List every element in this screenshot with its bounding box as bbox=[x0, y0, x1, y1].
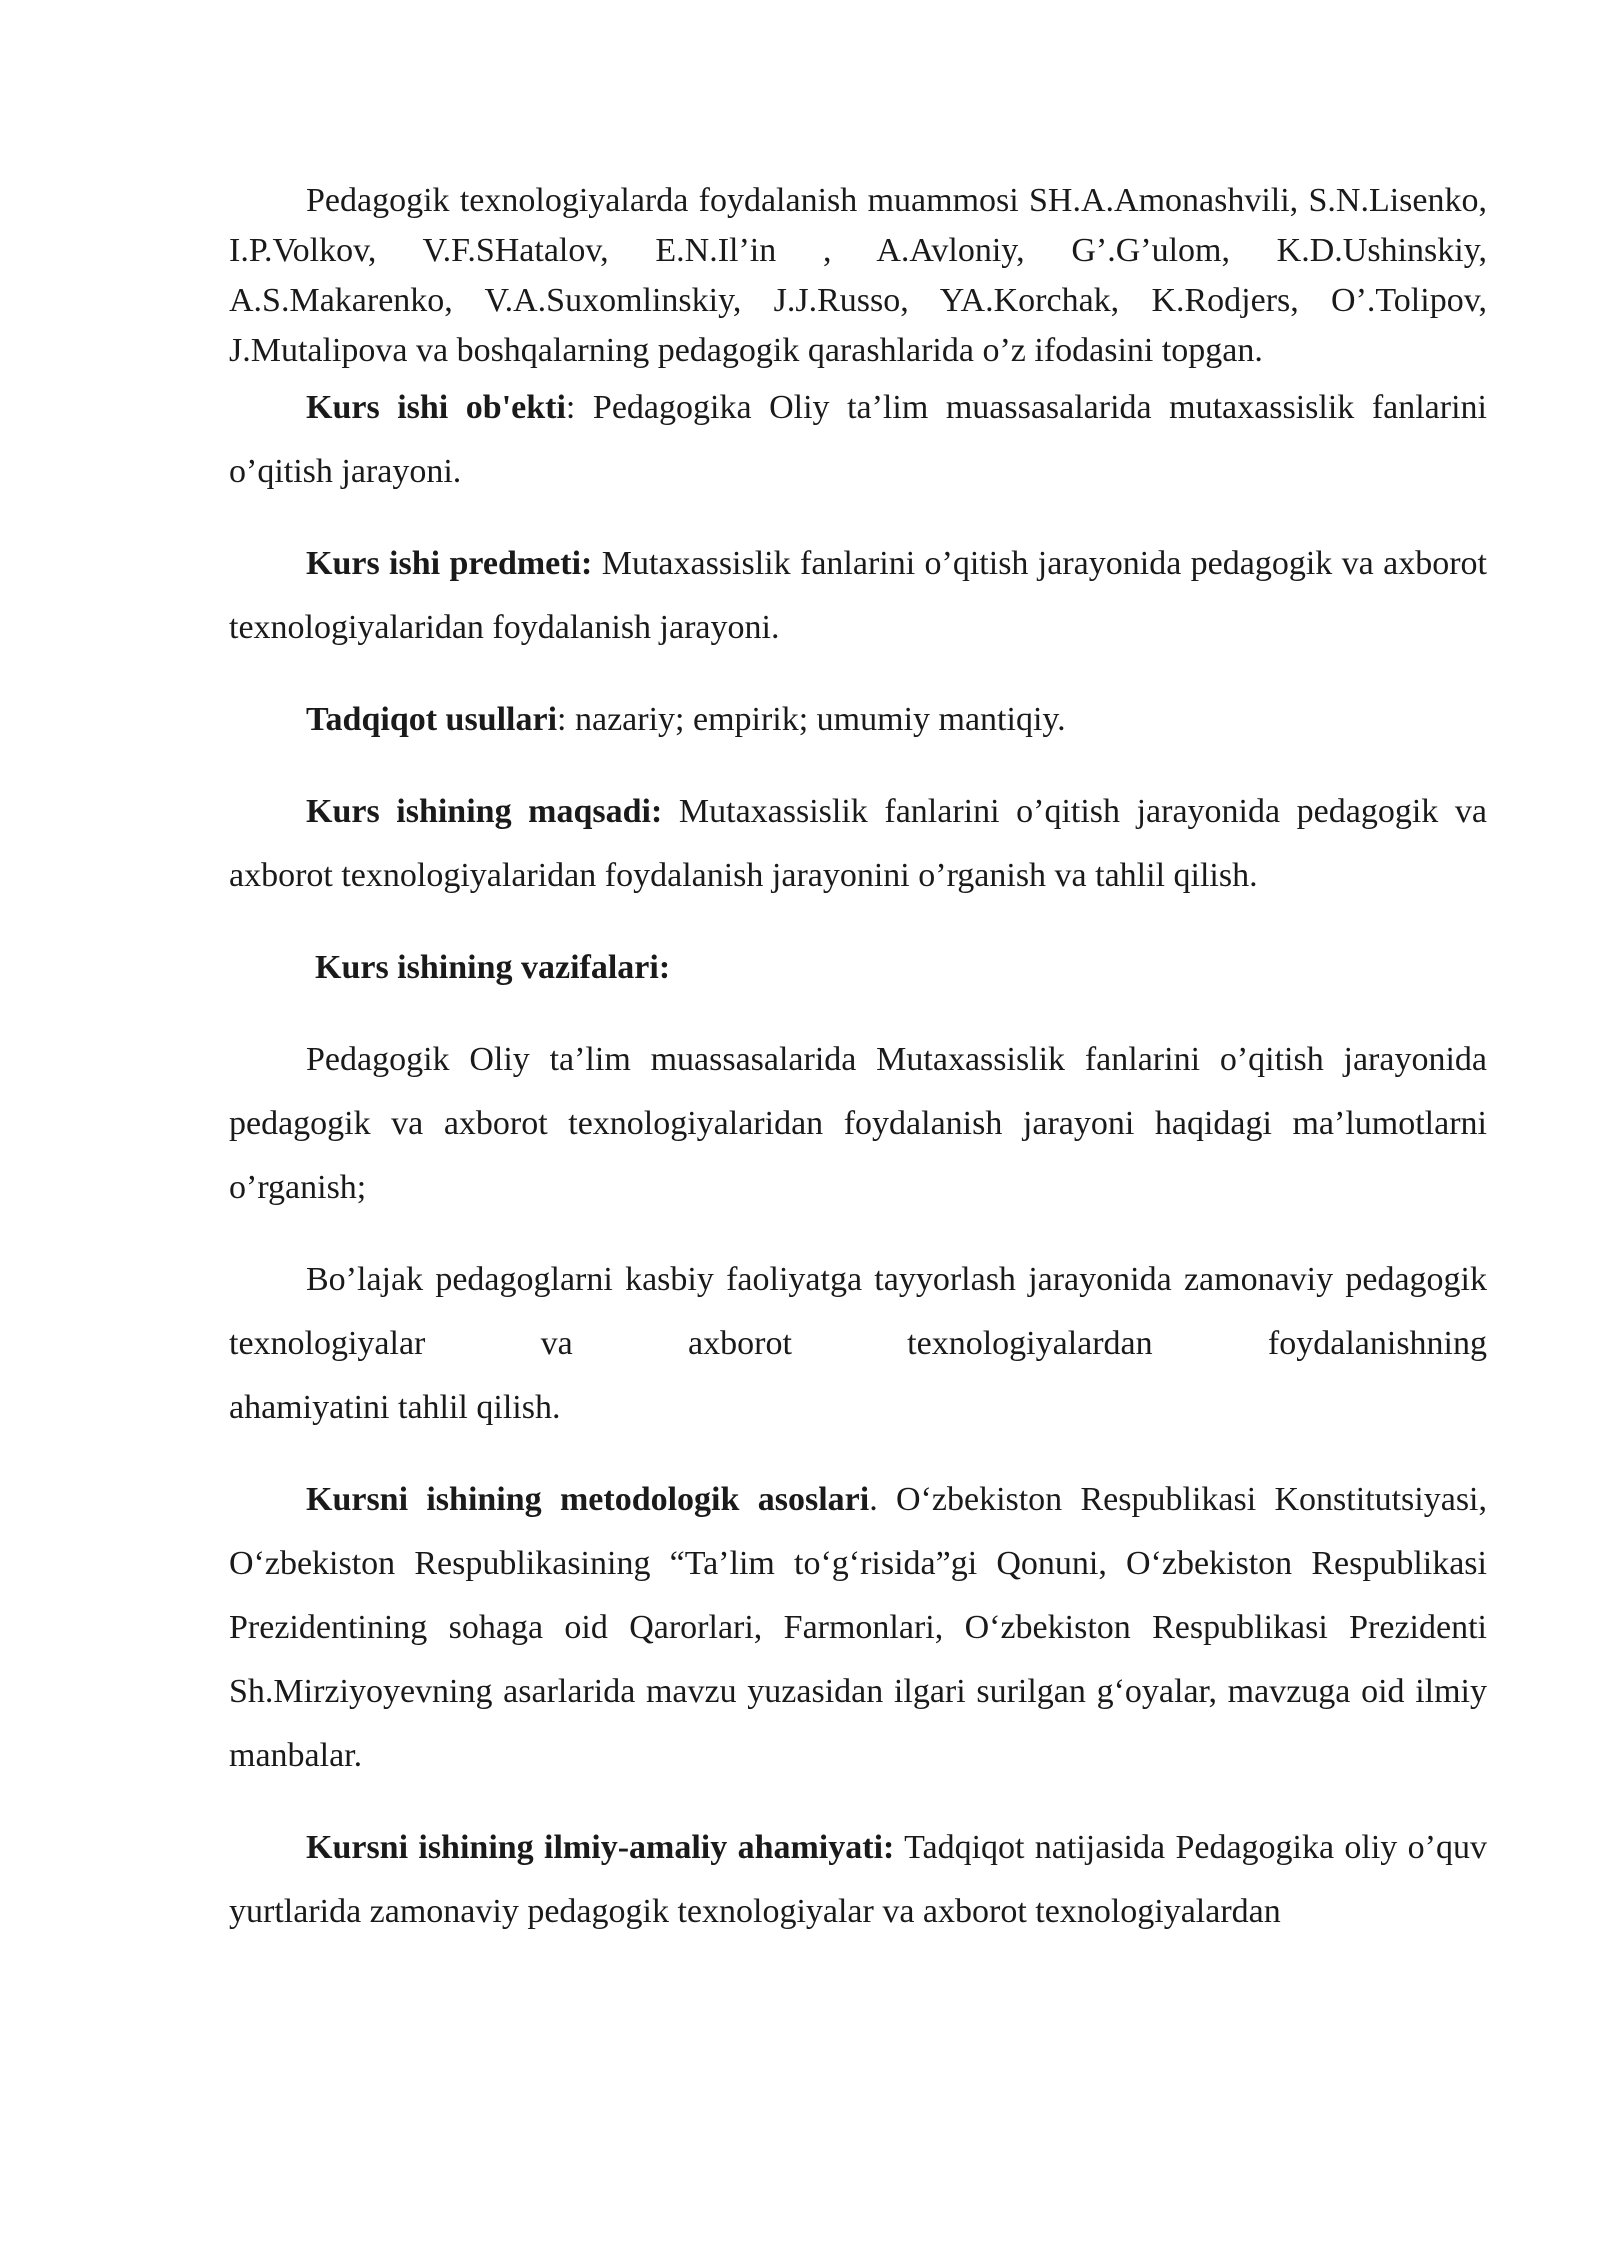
paragraph-methodology bbox=[229, 1468, 1487, 1788]
paragraph-intro bbox=[229, 176, 1487, 376]
subject-text: Mutaxassislik fanlarini o’qitish jarayonida pedagogik va axborot texnologiyalaridan foydalanish jarayoni. bbox=[229, 545, 1487, 646]
goal-label: Kurs ishining maqsadi: bbox=[306, 793, 663, 830]
paragraph-goal bbox=[229, 780, 1487, 908]
goal-text: Mutaxassislik fanlarini o’qitish jarayonida pedagogik va axborot texnologiyalaridan foydalanish jarayonini o’rganish va tahlil qilish. bbox=[229, 793, 1487, 894]
methods-label: Tadqiqot usullari bbox=[306, 701, 558, 738]
paragraph-task1 bbox=[229, 1028, 1487, 1220]
paragraph-subject bbox=[229, 532, 1487, 660]
object-label: Kurs ishi ob'ekti bbox=[306, 389, 566, 426]
task2-line2: ahamiyatini tahlil qilish. bbox=[229, 1389, 561, 1426]
paragraph-object bbox=[229, 376, 1487, 504]
paragraph-methods bbox=[229, 688, 1487, 752]
paragraph-task2 bbox=[229, 1248, 1487, 1376]
paragraph-significance bbox=[229, 1816, 1487, 1944]
task1-text: Pedagogik Oliy ta’lim muassasalarida Mutaxassislik fanlarini o’qitish jarayonida pedagogik va axborot texnologiyalaridan foydalanish jarayoni haqidagi ma’lumotlarni o’rganish; bbox=[229, 1041, 1487, 1206]
methods-text: : nazariy; empirik; umumiy mantiqiy. bbox=[557, 701, 1066, 738]
intro-text: Pedagogik texnologiyalarda foydalanish muammosi SH.A.Amonashvili, S.N.Lisenko, I.P.Volkov, V.F.SHatalov, E.N.Il’in , A.Avloniy, G’.G’ulom, K.D.Ushinskiy, A.S.Makarenko, V.A.Suxomlinskiy, J.J.Russo, YA.Korchak, K.Rodjers, O’.Tolipov, J.Mutalipova va boshqalarning pedagogik qarashlarida o’z ifodasini topgan. bbox=[229, 182, 1487, 369]
methodology-text: . O‘zbekiston Respublikasi Konstitutsiyasi, O‘zbekiston Respublikasining “Ta’lim to‘g‘risida”gi Qonuni, O‘zbekiston Respublikasi Prezidentining sohaga oid Qarorlari, Farmonlari, O‘zbekiston Respublikasi Prezidenti Sh.Mirziyoyevning asarlarida mavzu yuzasidan ilgari surilgan g‘oyalar, mavzuga oid ilmiy manbalar. bbox=[229, 1481, 1487, 1774]
tasks-heading: Kurs ishining vazifalari: bbox=[315, 949, 671, 986]
subject-label: Kurs ishi predmeti: bbox=[306, 545, 593, 582]
paragraph-tasks-heading bbox=[229, 936, 1487, 1000]
methodology-label: Kursni ishining metodologik asoslari bbox=[306, 1481, 870, 1518]
significance-text: Tadqiqot natijasida Pedagogika oliy o’quv yurtlarida zamonaviy pedagogik texnologiyalar va axborot texnologiyalardan bbox=[229, 1829, 1487, 1930]
document-body bbox=[229, 176, 1487, 1944]
paragraph-task2-end bbox=[229, 1376, 1487, 1440]
task2-line1: Bo’lajak pedagoglarni kasbiy faoliyatga tayyorlash jarayonida zamonaviy pedagogik texnologiyalar va axborot texnologiyalardan foydalanishning bbox=[229, 1261, 1487, 1362]
significance-label: Kursni ishining ilmiy-amaliy ahamiyati: bbox=[306, 1829, 895, 1866]
object-text: : Pedagogika Oliy ta’lim muassasalarida mutaxassislik fanlarini o’qitish jarayoni. bbox=[229, 389, 1487, 490]
